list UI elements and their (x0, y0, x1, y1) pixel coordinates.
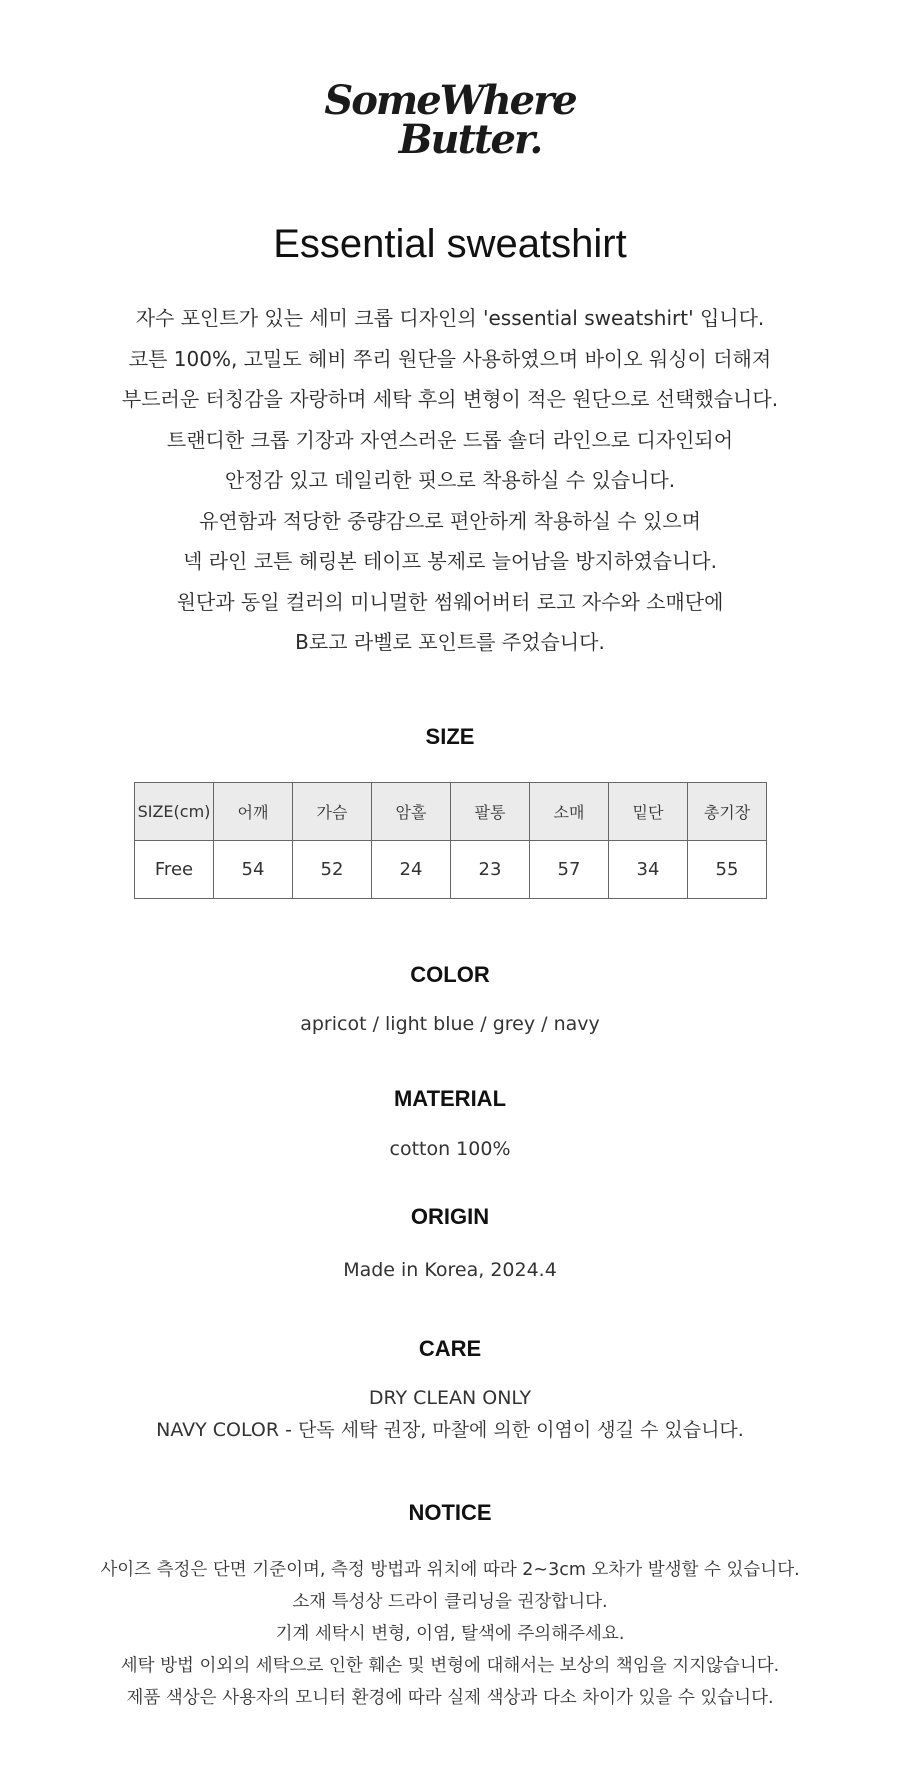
size-cell: 55 (688, 841, 767, 899)
size-cell: 52 (293, 841, 372, 899)
size-table-row (135, 841, 767, 899)
size-header-cell: 어깨 (214, 783, 293, 841)
brand-logo (0, 77, 900, 163)
notice-line: 제품 색상은 사용자의 모니터 환경에 따라 실제 색상과 다소 차이가 있을 수 있습니다. (126, 1688, 774, 1708)
product-description (0, 298, 900, 663)
size-cell: 57 (530, 841, 609, 899)
size-table (134, 782, 767, 899)
description-line: B로고 라벨로 포인트를 주었습니다. (295, 630, 605, 654)
brand-logo-line2: Butter. (398, 116, 542, 163)
notice-list (0, 1554, 900, 1714)
description-line: 부드러운 터칭감을 자랑하며 세탁 후의 변형이 적은 원단으로 선택했습니다. (121, 387, 779, 411)
color-heading: COLOR (410, 962, 490, 987)
description-line: 유연함과 적당한 중량감으로 편안하게 착용하실 수 있으며 (199, 508, 701, 533)
size-header-cell: 총기장 (688, 783, 767, 841)
size-cell: 23 (451, 841, 530, 899)
material-heading: MATERIAL (393, 1086, 507, 1111)
size-header-cell: 소매 (530, 783, 609, 841)
color-text: apricot / light blue / grey / navy (300, 1013, 600, 1035)
origin-heading: ORIGIN (410, 1204, 490, 1229)
notice-line: 세탁 방법 이외의 세탁으로 인한 훼손 및 변형에 대해서는 보상의 책임을 지지않습니다. (120, 1656, 780, 1676)
size-header-cell: 암홀 (372, 783, 451, 841)
description-line: 트랜디한 크롭 기장과 자연스러운 드롭 숄더 라인으로 디자인되어 (166, 427, 734, 452)
product-title: Essential sweatshirt (273, 222, 627, 266)
care-line: DRY CLEAN ONLY (368, 1387, 532, 1409)
material-text: cotton 100% (389, 1138, 511, 1160)
size-heading: SIZE (425, 724, 475, 749)
description-line: 자수 포인트가 있는 세미 크롭 디자인의 'essential sweatshirt' 입니다. (135, 306, 765, 330)
description-line: 코튼 100%, 고밀도 헤비 쭈리 원단을 사용하였으며 바이오 워싱이 더해져 (128, 346, 772, 371)
description-line: 원단과 동일 컬러의 미니멀한 썸웨어버터 로고 자수와 소매단에 (176, 589, 724, 614)
size-header-cell: 밑단 (609, 783, 688, 841)
size-table-header-row (135, 783, 767, 841)
notice-heading: NOTICE (408, 1500, 492, 1525)
size-header-cell: 팔통 (451, 783, 530, 841)
notice-line: 사이즈 측정은 단면 기준이며, 측정 방법과 위치에 따라 2~3cm 오차가 발생할 수 있습니다. (100, 1560, 800, 1580)
description-line: 안정감 있고 데일리한 핏으로 착용하실 수 있습니다. (224, 468, 676, 492)
description-line: 넥 라인 코튼 헤링본 테이프 봉제로 늘어남을 방지하였습니다. (183, 549, 717, 573)
size-header-cell: 가슴 (293, 783, 372, 841)
size-header-cell: SIZE(cm) (135, 783, 214, 841)
size-cell: 54 (214, 841, 293, 899)
brand-logo-line1: SomeWhere (324, 77, 576, 124)
notice-line: 소재 특성상 드라이 클리닝을 권장합니다. (292, 1592, 608, 1612)
size-cell: 24 (372, 841, 451, 899)
origin-text: Made in Korea, 2024.4 (343, 1259, 557, 1281)
care-heading: CARE (418, 1336, 482, 1361)
care-line: NAVY COLOR - 단독 세탁 권장, 마찰에 의한 이염이 생길 수 있습니다. (156, 1419, 744, 1441)
notice-line: 기계 세탁시 변형, 이염, 탈색에 주의해주세요. (275, 1624, 625, 1644)
size-cell: 34 (609, 841, 688, 899)
size-cell: Free (135, 841, 214, 899)
